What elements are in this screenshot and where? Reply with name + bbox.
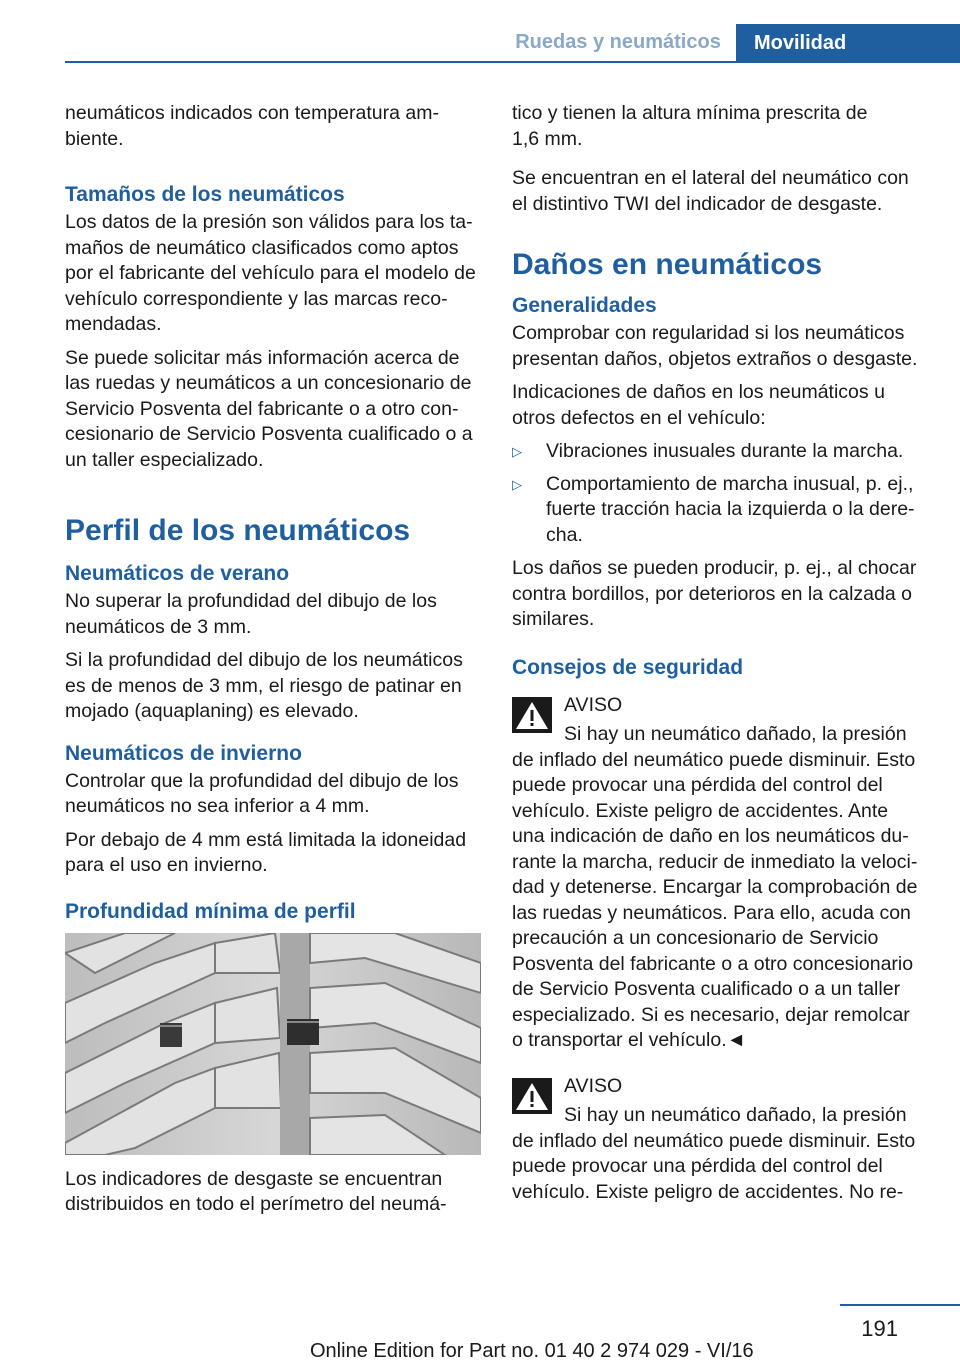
section-tab: Ruedas y neumáticos	[500, 24, 736, 61]
heading-summer-tires: Neumáticos de verano	[65, 562, 290, 585]
page-number: 191	[861, 1316, 898, 1341]
footer-rule	[840, 1304, 960, 1306]
warning-1-title: AVISO	[564, 693, 623, 716]
warning-2-title: AVISO	[564, 1074, 623, 1097]
paragraph-damage-cause: Los daños se pueden producir, p. ej., al chocar contra bordillos, por deterioros en la calzada o similares.	[512, 557, 917, 630]
damage-signs-list	[512, 439, 928, 548]
list-item	[512, 439, 928, 465]
triangle-right-icon: ▷	[512, 444, 522, 459]
paragraph-winter-2: Por debajo de 4 mm está limitada la idoneidad para el uso en invierno.	[65, 828, 467, 876]
edition-footer: Online Edition for Part no. 01 40 2 974 029 - VI/16	[310, 1340, 754, 1362]
right-column	[512, 101, 928, 1219]
heading-tire-profile: Perfil de los neumáticos	[65, 514, 411, 547]
chapter-tab: Movilidad	[736, 24, 960, 62]
paragraph-sizes-2: Se puede solicitar más información acerca de las ruedas y neumáticos a un concesionario de Servicio Posventa del fabricante o a otro con- cesionario de Servicio Posventa cualificado o a un taller especializado.	[65, 346, 473, 471]
intro-continuation: neumáticos indicados con temperatura am- biente.	[65, 102, 439, 150]
tire-tread-figure	[65, 933, 481, 1155]
paragraph-general-1: Comprobar con regularidad si los neumáticos presentan daños, objetos extraños o desgaste.	[512, 322, 918, 370]
paragraph-twi: Se encuentran en el lateral del neumático con el distintivo TWI del indicador de desgaste.	[512, 167, 909, 215]
paragraph-indicators: Los indicadores de desgaste se encuentran distribuidos en todo el perímetro del neumá-	[65, 1167, 447, 1215]
heading-general: Generalidades	[512, 294, 657, 317]
paragraph-continuation: tico y tienen la altura mínima prescrita de 1,6 mm.	[512, 102, 868, 150]
paragraph-winter-1: Controlar que la profundidad del dibujo de los neumáticos no sea inferior a 4 mm.	[65, 769, 459, 817]
left-column	[65, 101, 481, 1226]
tire-tread-illustration	[65, 933, 481, 1155]
list-item-text: Comportamiento de marcha inusual, p. ej., fuerte tracción hacia la izquierda o la dere- cha.	[546, 472, 915, 546]
paragraph-summer-2: Si la profundidad del dibujo de los neumáticos es de menos de 3 mm, el riesgo de patinar en mojado (aquaplaning) es elevado.	[65, 649, 463, 722]
heading-safety: Consejos de seguridad	[512, 655, 744, 679]
paragraph-summer-1: No superar la profundidad del dibujo de los neumáticos de 3 mm.	[65, 590, 437, 638]
list-item-text: Vibraciones inusuales durante la marcha.	[546, 440, 904, 462]
heading-winter-tires: Neumáticos de invierno	[65, 741, 302, 765]
warning-2-body: Si hay un neumático dañado, la presión de inflado del neumático puede disminuir. Esto puede provocar una pérdida del control del vehículo. Existe peligro de accidentes. No re-	[512, 1104, 916, 1203]
heading-tire-sizes: Tamaños de los neumáticos	[65, 183, 345, 206]
warning-block-2	[512, 1074, 928, 1206]
page-header	[0, 0, 960, 62]
warning-block-1	[512, 693, 928, 1054]
warning-triangle-icon	[512, 697, 552, 733]
warning-1-body: Si hay un neumático dañado, la presión de inflado del neumático puede disminuir. Esto puede provocar una pérdida del control del vehículo. Existe peligro de accidentes. Ante una indicación de daño en los neumáticos du- rante la marcha, reducir de inmediato la veloci- dad y detenerse. Encargar la comprobación de las ruedas y neumáticos. Para ello, acuda con precaución a un concesionario de Servicio Posventa del fabricante o a otro concesionario de Servicio Posventa cualificado o a un taller especializado. Si es necesario, dejar remolcar o transportar el vehículo.◄	[512, 723, 918, 1051]
warning-triangle-icon	[512, 1078, 552, 1114]
triangle-right-icon: ▷	[512, 476, 522, 492]
heading-tire-damage: Daños en neumáticos	[512, 248, 823, 281]
heading-min-depth: Profundidad mínima de perfil	[65, 899, 356, 923]
list-item	[512, 472, 928, 549]
paragraph-general-2: Indicaciones de daños en los neumáticos u otros defectos en el vehículo:	[512, 381, 885, 429]
paragraph-sizes-1: Los datos de la presión son válidos para los ta- maños de neumático clasificados como aptos por el fabricante del vehículo para el modelo de vehículo correspondiente y las marcas reco- mendadas.	[65, 211, 476, 335]
header-rule	[65, 61, 960, 63]
